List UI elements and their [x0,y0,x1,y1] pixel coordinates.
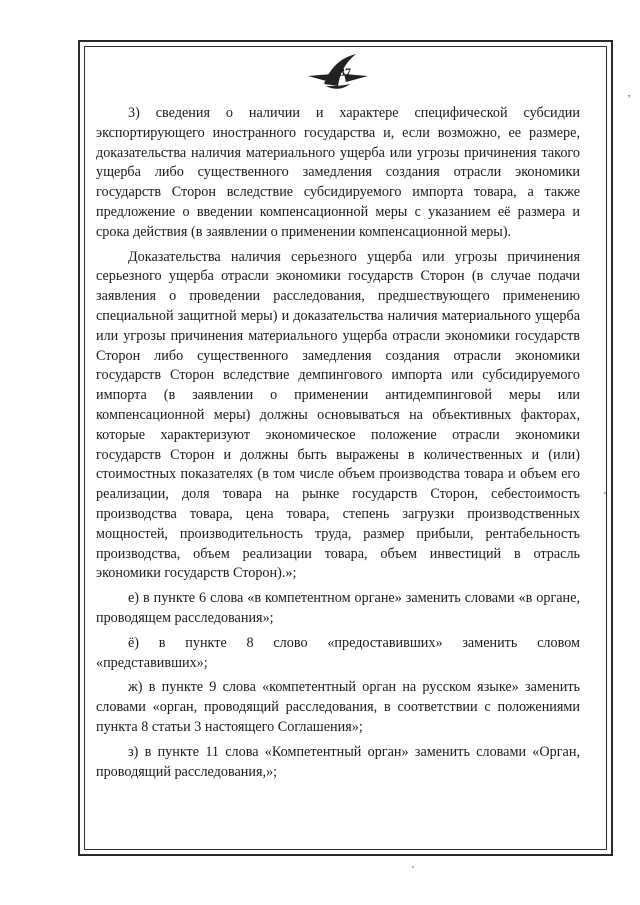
paragraph-item-zh: ж) в пункте 9 слова «компетентный орган на русском языке» заменить словами «орган, проводящий расследования, в соответствии с положениями пункта 8 статьи 3 настоящего Соглашения»; [96,679,580,735]
scan-speck [412,866,414,868]
paragraph-item-e: е) в пункте 6 слова «в компетентном органе» заменить словами «в органе, проводящем расследования»; [96,590,580,626]
margin-mark: , [628,88,631,99]
paragraph-evidence: Доказательства наличия серьезного ущерба или угрозы причинения серьезного ущерба отрасли экономики государств Сторон (в случае подачи заявления о проведении расследования, предшествующего применению специальной защитной меры) и доказательства наличия материального ущерба или угрозы причинения материального ущерба отрасли экономики государств Сторон либо существенного замедления создания отрасли экономики государств Сторон вследствие демпингового импорта или субсидируемого импорта (в заявлении о применении антидемпинговой меры или компенсационной меры) должны основываться на объективных факторах, которые характеризуют экономическое положение отрасли экономики государств Сторон и должны быть выражены в количественных и (или) стоимостных показателях (в том числе объем производства товара и объем его реализации, доля товара на рынке государств Сторон, себестоимость производства товара, цена товара, степень загрузки производственных мощностей, производительность труда, размер прибыли, рентабельность производства, объем реализации товара, объем инвестиций в отрасль экономики государств Сторон).»; [96,248,580,582]
document-body [96,104,580,787]
paragraph-item-yo: ё) в пункте 8 слово «предоставивших» заменить словом «представивших»; [96,634,580,671]
scan-speck [604,492,606,494]
paragraph-item-3: 3) сведения о наличии и характере специфической субсидии экспортирующего иностранного государства и, если возможно, ее размере, доказательства наличия материального ущерба или угрозы причинения такого ущерба либо существенного замедления создания отрасли экономики государств Сторон вследствие субсидируемого импорта товара, а также предложение о введении компенсационной меры с указанием её размера и срока действия (в заявлении о применении компенсационной меры). [96,105,580,240]
page-number: 37 [339,65,351,79]
paragraph-item-z: з) в пункте 11 слова «Компетентный орган» заменить словами «Орган, проводящий расследования,»; [96,743,580,780]
